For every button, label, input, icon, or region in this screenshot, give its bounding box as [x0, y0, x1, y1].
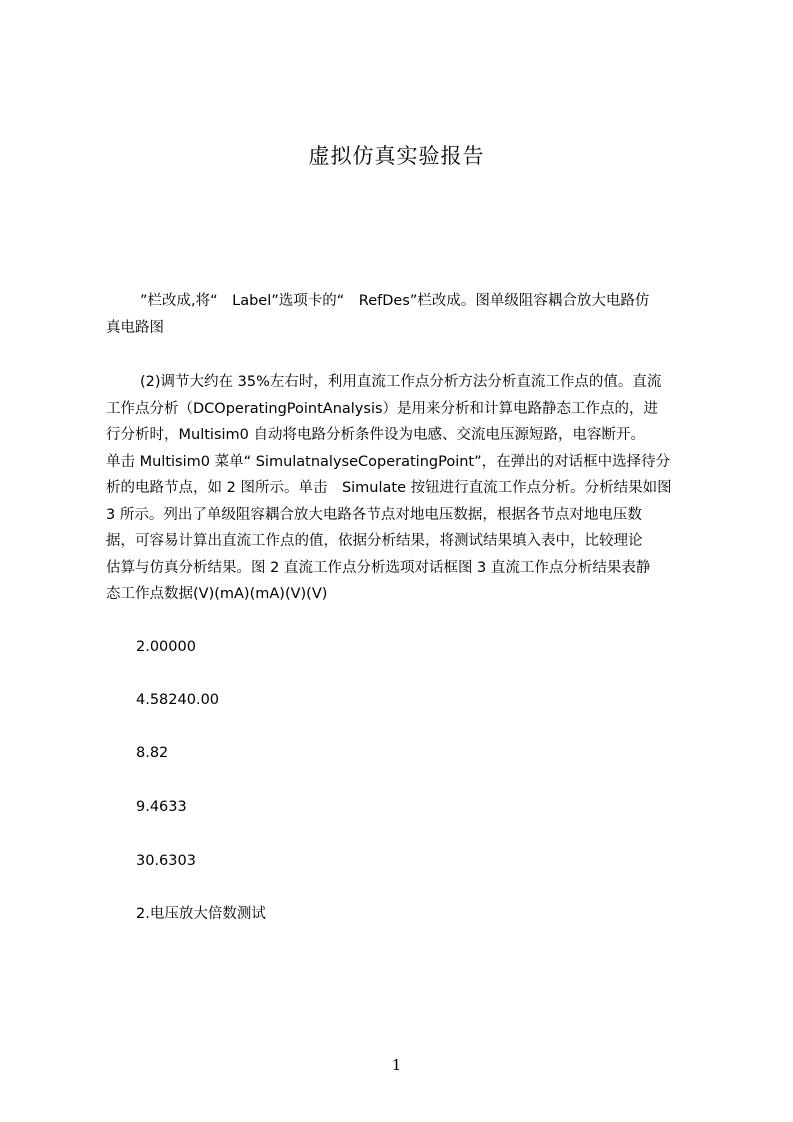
value-line: 4.58240.00 [136, 692, 220, 708]
paragraph-2-line: 3 所示。列出了单级阻容耦合放大电路各节点对地电压数据，根据各节点对地电压数 [106, 506, 642, 523]
value-line: 2.00000 [136, 639, 196, 655]
paragraph-2-line: 据，可容易计算出直流工作点的值，依据分析结果，将测试结果填入表中，比较理论 [106, 533, 643, 549]
section-heading: 2.电压放大倍数测试 [136, 906, 266, 922]
value-line: 8.82 [136, 745, 169, 761]
document-title: 虚拟仿真实验报告 [308, 144, 485, 168]
paragraph-1 [106, 288, 706, 341]
paragraph-2-line: 行分析时，Multisim0 自动将电路分析条件设为电感、交流电压源短路，电容断开。 [106, 427, 645, 443]
paragraph-2-line: 估算与仿真分析结果。图 2 直流工作点分析选项对话框图 3 直流工作点分析结果表静 [106, 559, 651, 576]
value-line: 30.6303 [136, 853, 196, 869]
paragraph-1-line: 真电路图 [106, 319, 164, 336]
paragraph-2-line: (2)调节大约在 35%左右时，利用直流工作点分析方法分析直流工作点的值。直流 [140, 374, 662, 390]
paragraph-1-line: ”栏改成,将“ Label”选项卡的“ RefDes”栏改成。图单级阻容耦合放大电路仿 [140, 293, 650, 309]
value-line: 9.4633 [136, 799, 187, 815]
page-number: 1 [391, 1056, 402, 1074]
paragraph-2-line: 工作点分析（DCOperatingPointAnalysis）是用来分析和计算电路静态工作点的，进 [106, 400, 659, 417]
paragraph-2-line: 析的电路节点，如 2 图所示。单击 Simulate 按钮进行直流工作点分析。分析结果如图 [106, 480, 672, 496]
paragraph-2-line: 单击 Multisim0 菜单“ SimulatnalyseCoperatingPoint”，在弹出的对话框中选择待分 [106, 453, 671, 470]
paragraph-2-line: 态工作点数据(V)(mA)(mA)(V)(V) [106, 586, 328, 602]
paragraph-2 [106, 369, 706, 608]
